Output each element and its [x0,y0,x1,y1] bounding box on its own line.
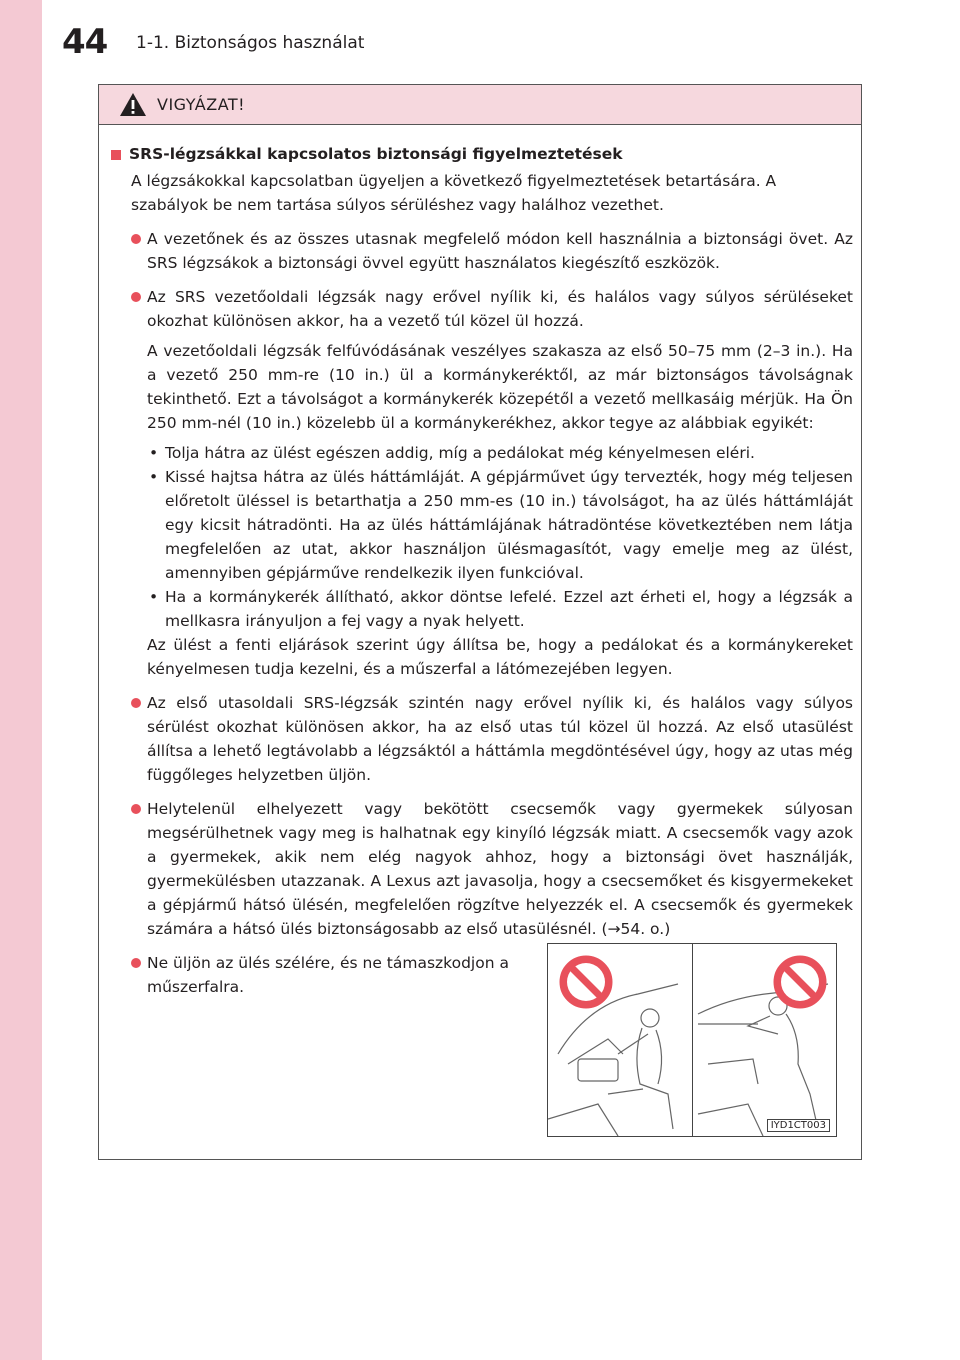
caution-heading [111,145,853,163]
bullet-dot-icon [131,234,141,244]
item-after-text: Az ülést a fenti eljárások szerint úgy állítsa be, hogy a pedálokat és a kormánykereket kényelmesen tudja kezelni, és a műszerfal a látómezejében legyen. [147,636,853,678]
caution-title: VIGYÁZAT! [157,95,246,114]
sub-bullet: • Ha a kormánykerék állítható, akkor döntse lefelé. Ezzel azt érheti el, hogy a légzsák a mellkasra irányuljon a fej vagy a nyak helyett. [147,585,853,633]
caution-body [99,125,861,999]
illustration-divider [692,944,693,1136]
sub-bullet-list [147,441,853,633]
item-text: A vezetőnek és az összes utasnak megfelelő módon kell használnia a biztonsági övet. Az SRS légzsákok a biztonsági övvel együtt használatos kiegészítő eszközök. [147,230,853,272]
list-item [131,797,853,941]
section-title: 1-1. Biztonságos használat [136,33,365,53]
list-item [131,227,853,275]
bullet-dot-icon [131,958,141,968]
caution-heading-text: SRS-légzsákkal kapcsolatos biztonsági figyelmeztetések [129,145,623,163]
page-number: 44 [62,22,108,62]
warning-triangle-icon [119,92,147,117]
sub-bullet: • Kissé hajtsa hátra az ülés háttámláját. A gépjárművet úgy tervezték, hogy még teljesen előretolt üléssel is betarthatja a 250 mm-es (10 in.) távolságot, ha az ülés háttámláját egy kicsit hátradönti. Ha az ülés háttámlájának hátradöntése következtében nem látja megfelelően az utat, akkor használjon ülésmagasítót, vagy emelje meg az ülést, amennyiben gépjárműve rendelkezik ilyen funkcióval. [147,465,853,585]
side-color-strip [0,0,42,1360]
caution-header [99,85,861,125]
bullet-dot-icon [131,292,141,302]
last-item [131,951,511,999]
item-text: Helytelenül elhelyezett vagy bekötött csecsemők vagy gyermekek súlyosan megsérülhetnek vagy meg is halhatnak egy kinyíló légzsák miatt. A csecsemők vagy azok a gyermekek, akik nem elég nagyok ahhoz, hogy a biztonsági övet használják, gyermekülésben utazzanak. A Lexus azt javasolja, hogy a csecsemőket és kisgyermekeket a gépjármű hátsó ülésén, megfelelően rögzítve helyezzék el. A csecsemők és gyermekek számára a hátsó ülés biztonságosabb az első utasülésnél. (→54. o.) [147,800,853,938]
prohibition-icon [774,956,826,1008]
driver-figure [548,984,678,1136]
bullet-dot-icon [131,804,141,814]
item-content [147,285,853,681]
list-item [131,285,853,681]
item-text: Ne üljön az ülés szélére, és ne támaszkodjon a műszerfalra. [147,954,509,996]
item-text: Az első utasoldali SRS-légzsák szintén nagy erővel nyílik ki, és halálos vagy súlyos sérülést okozhat különösen akkor, ha az első utas túl közel ül hozzá. Az első utasülést állítsa a lehető legtávolabb a légzsáktól a háttámla megdöntésével úgy, hogy az utas még függőleges helyzetben üljön. [147,694,853,784]
prohibition-icon [560,956,612,1008]
caution-box [98,84,862,1160]
list-item [131,691,853,787]
item-text: Az SRS vezetőoldali légzsák nagy erővel nyílik ki, és halálos vagy súlyos sérüléseket okozhat különösen akkor, ha a vezető túl közel ül hozzá. [147,288,853,330]
intro-text: A légzsákokkal kapcsolatban ügyeljen a következő figyelmeztetések betartására. A szabályok be nem tartása súlyos sérüléshez vagy halálhoz vezethet. [131,172,777,214]
illustration [547,943,837,1137]
item-paragraph: A vezetőoldali légzsák felfúvódásának veszélyes szakasza az első 50–75 mm (2–3 in.). Ha a vezető 250 mm-re (10 in.) ül a kormánykeréktől, az már biztonságos távolságnak tekinthető. Ezt a távolságot a kormánykerék közepétől a vezető mellkasáig mérjük. Ha Ön 250 mm-nél (10 in.) közelebb ül a kormánykerékhez, akkor tegye az alábbiak egyikét: [147,342,853,432]
sub-bullet: • Tolja hátra az ülést egészen addig, míg a pedálokat még kényelmesen eléri. [147,441,853,465]
figure-code: IYD1CT003 [767,1119,830,1132]
bullet-dot-icon [131,698,141,708]
square-bullet-icon [111,150,121,160]
